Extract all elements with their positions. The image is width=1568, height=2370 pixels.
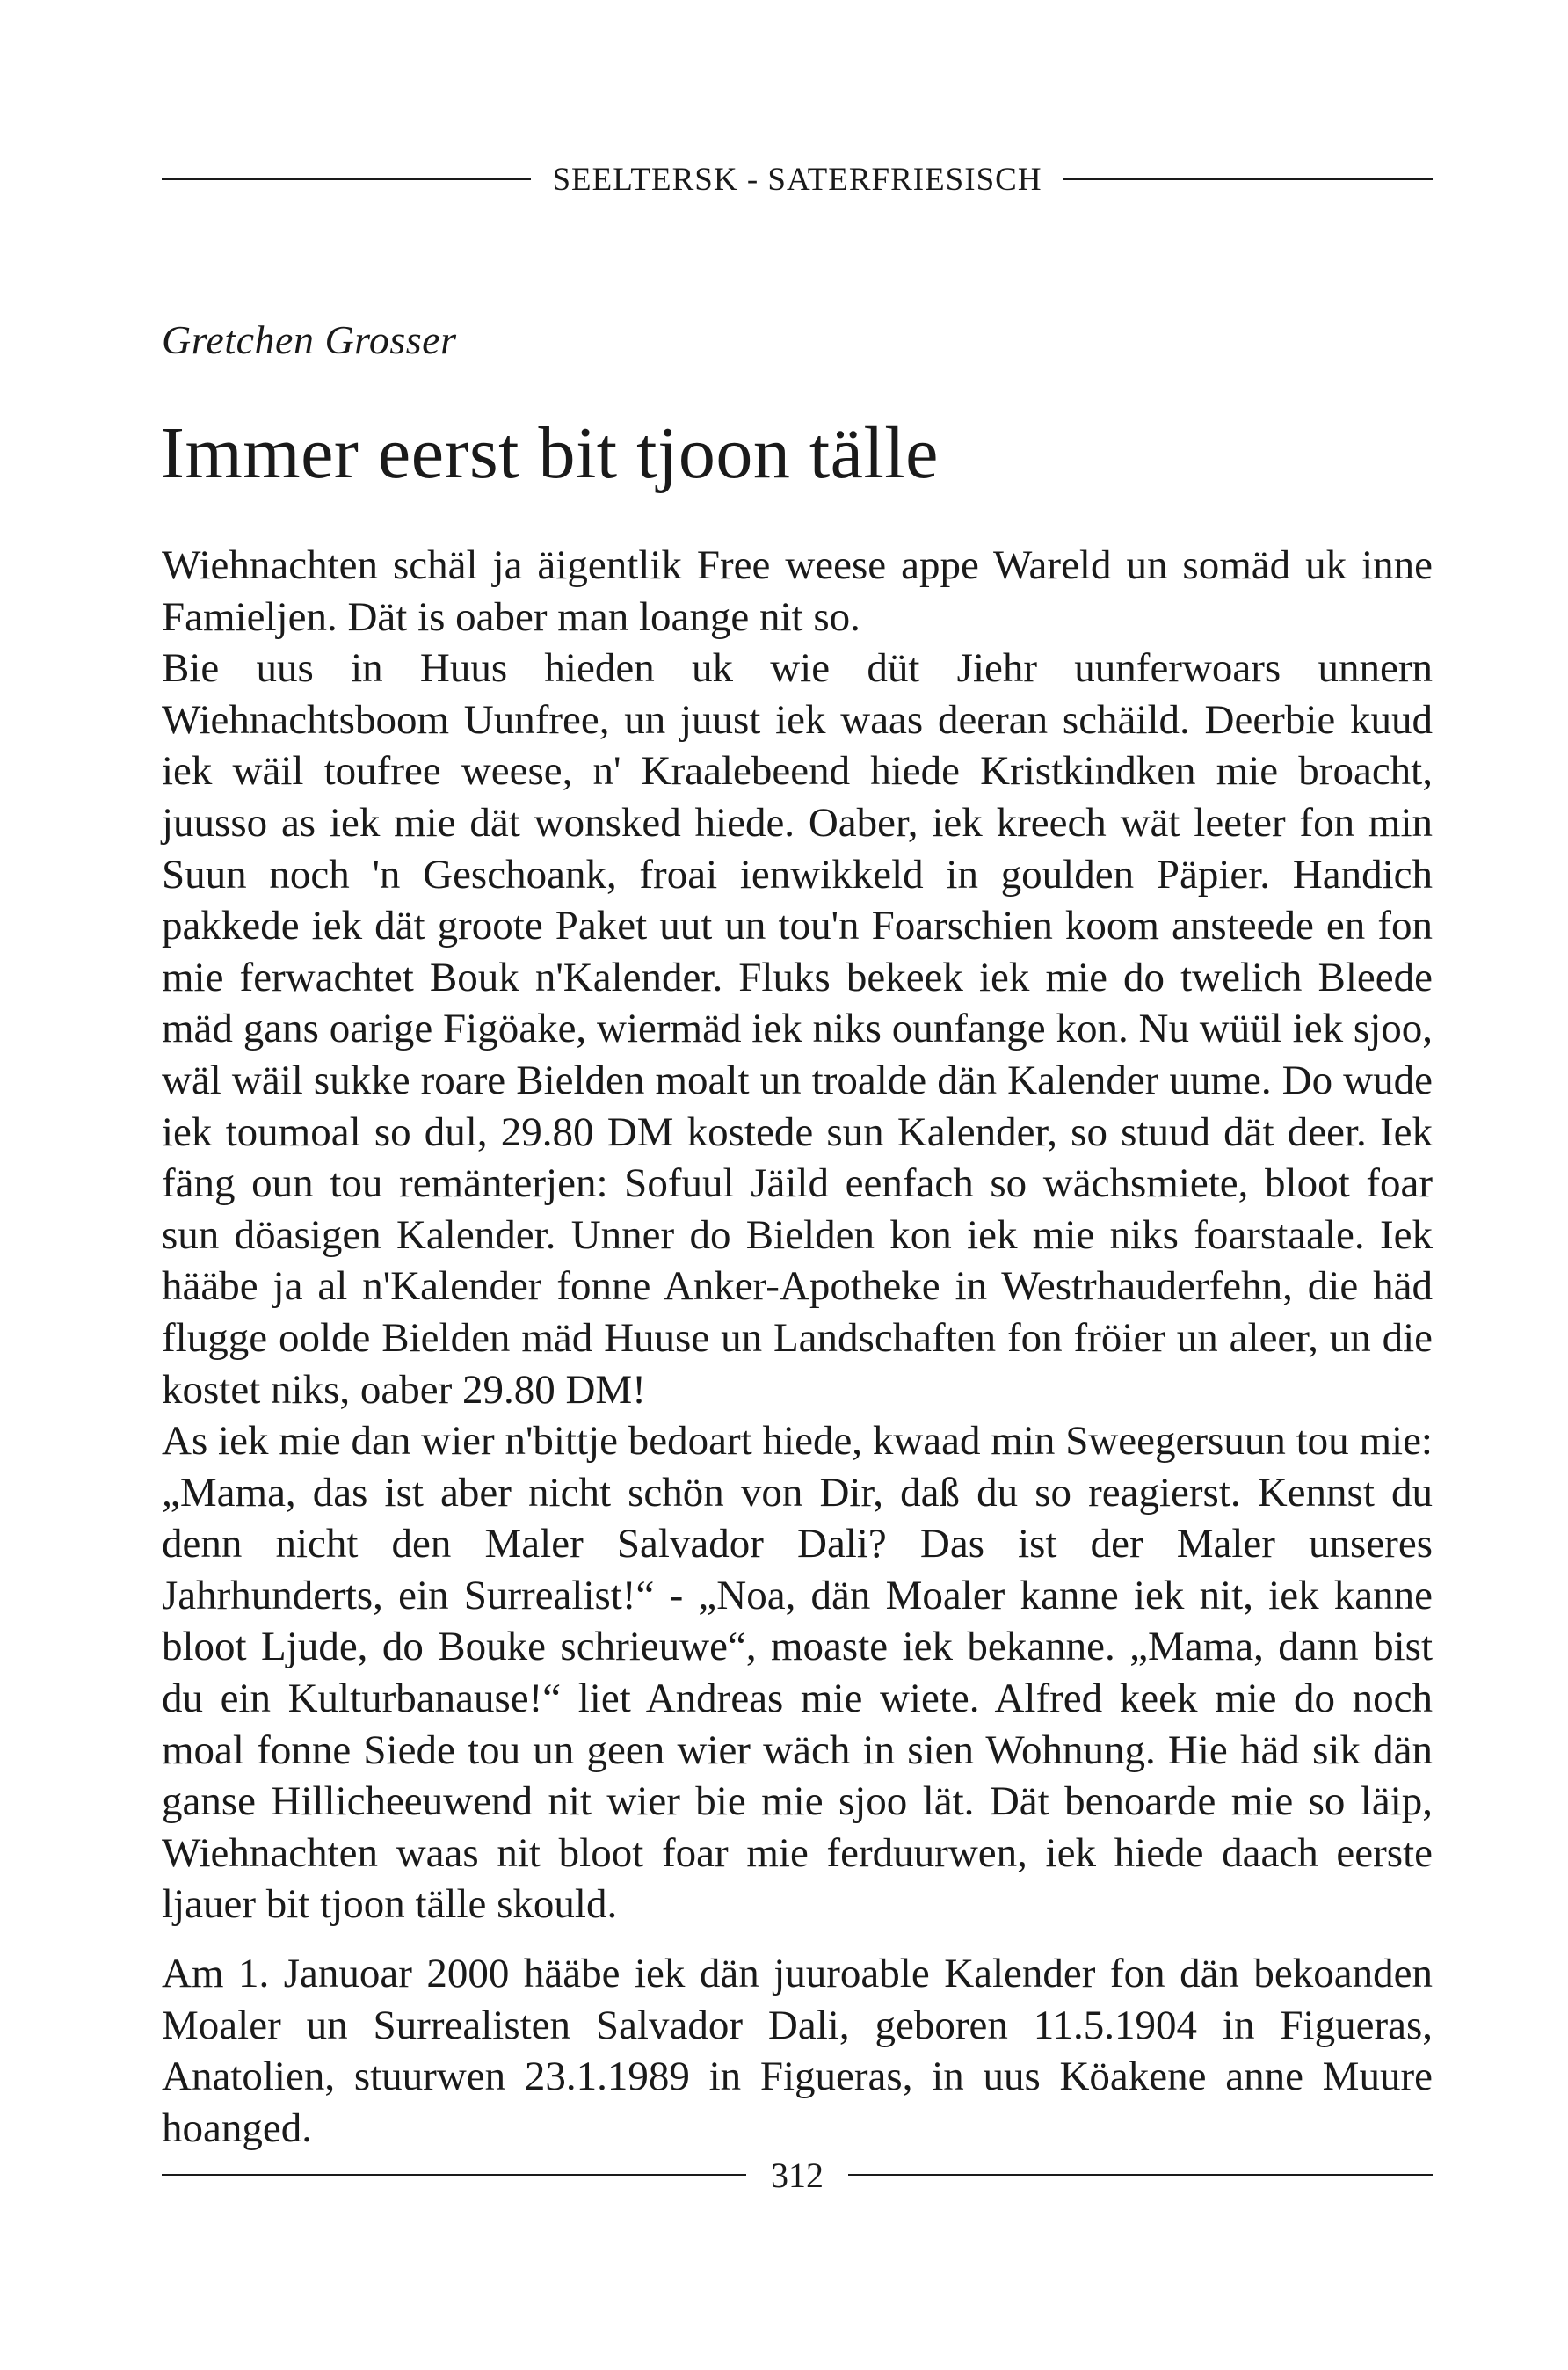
- paragraph-3: As iek mie dan wier n'bittje bedoart hiede, kwaad min Sweegersuun tou mie: „Mama, das ist aber nicht schön von Dir, daß du so reagierst. Kennst du denn nicht den Maler Salvador Dali? Das ist der Maler unseres Jahrhunderts, ein Surrealist!“ - „Noa, dän Moaler kanne iek nit, iek kanne bloot Ljude, do Bouke schrieuwe“, moaste iek bekanne. „Mama, dann bist du ein Kulturbanause!“ liet Andreas mie wiete. Alfred keek mie do noch moal fonne Siede tou un geen wier wäch in sien Wohnung. Hie häd sik dän ganse Hillicheeuwend nit wier bie mie sjoo lät. Dät benoarde mie so läip, Wiehnachten waas nit bloot foar mie ferduurwen, iek hiede daach eerste ljauer bit tjoon tälle skould.: [162, 1418, 1433, 1928]
- header-rule-right: [1063, 178, 1433, 180]
- article-author: Gretchen Grosser: [162, 317, 457, 362]
- paragraph-1: Wiehnachten schäl ja äigentlik Free weese appe Wareld un somäd uk inne Famieljen. Dät is oaber man loange nit so.: [162, 542, 1433, 640]
- footer-rule-left: [162, 2174, 746, 2176]
- page-number: 312: [771, 2155, 824, 2195]
- footer-rule-right: [848, 2174, 1433, 2176]
- running-title: SEELTERSK - SATERFRIESISCH: [552, 161, 1042, 198]
- paragraph-4: Am 1. Januoar 2000 hääbe iek dän juuroable Kalender fon dän bekoanden Moaler un Surrealisten Salvador Dali, geboren 11.5.1904 in Figueras, Anatolien, stuurwen 23.1.1989 in Figueras, in uus Köakene anne Muure hoanged.: [162, 1951, 1433, 2151]
- article-body: [162, 540, 1433, 2154]
- running-header: [162, 155, 1433, 204]
- article-title: Immer eerst bit tjoon tälle: [160, 412, 939, 494]
- running-footer: [162, 2148, 1433, 2201]
- paragraph-2: Bie uus in Huus hieden uk wie düt Jiehr uunferwoars unnern Wiehnachtsboom Uunfree, un juust iek waas deeran schäild. Deerbie kuud iek wäil toufree weese, n' Kraalebeend hiede Kristkindken mie broacht, juusso as iek mie dät wonsked hiede. Oaber, iek kreech wät leeter fon min Suun noch 'n Geschoank, froai ienwikkeld in goulden Päpier. Handich pakkede iek dät groote Paket uut un tou'n Foarschien koom ansteede en fon mie ferwachtet Bouk n'Kalender. Fluks bekeek iek mie do twelich Bleede mäd gans oarige Figöake, wiermäd iek niks ounfange kon. Nu wüül iek sjoo, wäl wäil sukke roare Bielden moalt un troalde dän Kalender uume. Do wude iek toumoal so dul, 29.80 DM kostede sun Kalender, so stuud dät deer. Iek fäng oun tou remänterjen: Sofuul Jäild eenfach so wächsmiete, bloot foar sun döasigen Kalender. Unner do Bielden kon iek mie niks foarstaale. Iek hääbe ja al n'Kalender fonne Anker-Apotheke in Westrhauderfehn, die häd flugge oolde Bielden mäd Huuse un Landschaften fon fröier un aleer, un die kostet niks, oaber 29.80 DM!: [162, 645, 1433, 1413]
- header-rule-left: [162, 178, 531, 180]
